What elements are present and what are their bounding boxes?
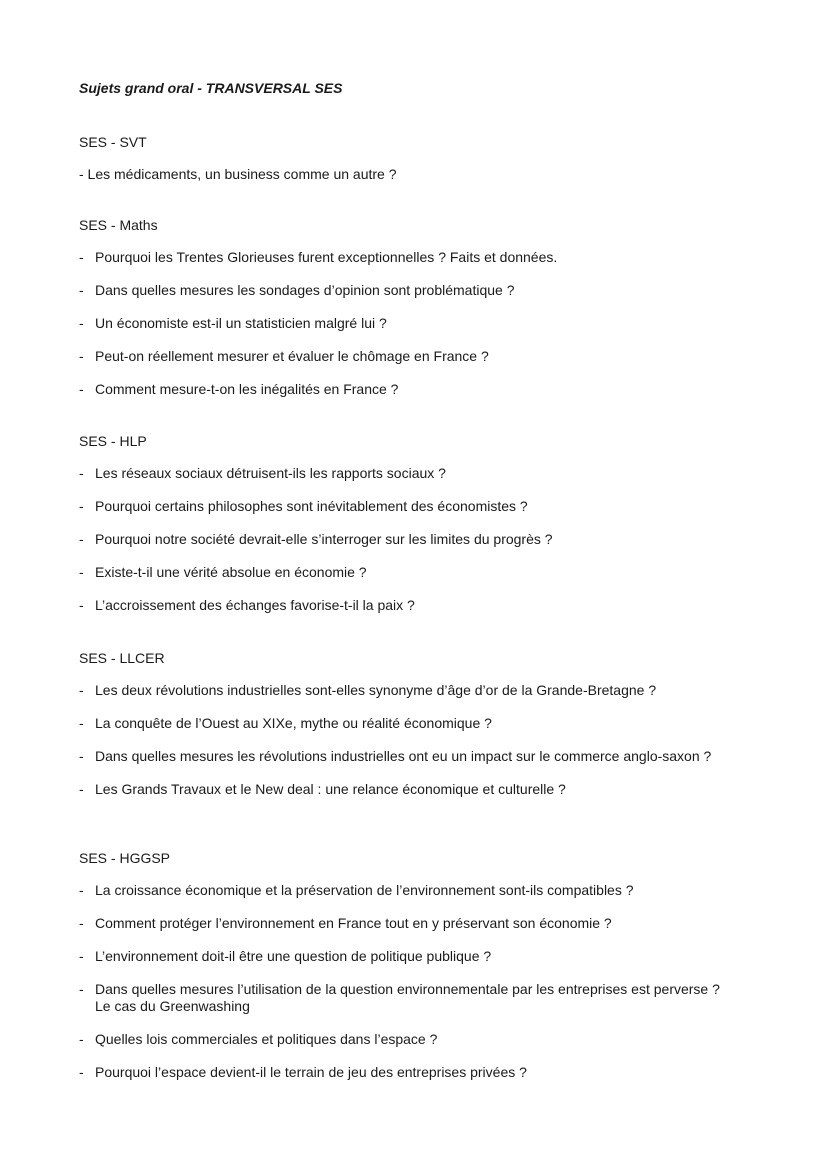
list-item: [79, 531, 739, 548]
list-item-text: Dans quelles mesures les sondages d’opinion sont problématique ?: [95, 282, 515, 298]
list-item: [79, 249, 739, 266]
list-item: [79, 315, 739, 332]
list-item: [79, 498, 739, 515]
list-item-text: Les Grands Travaux et le New deal : une relance économique et culturelle ?: [95, 781, 566, 797]
section-heading: SES - SVT: [79, 134, 147, 150]
section-ses-hggsp: [79, 849, 739, 1097]
dash-bullet: -: [79, 981, 84, 997]
list-item: [79, 597, 739, 614]
list-item-text: Les deux révolutions industrielles sont-elles synonyme d’âge d’or de la Grande-Bretagne ?: [95, 682, 657, 698]
section-ses-maths: [79, 216, 739, 414]
list-item-text: Comment mesure-t-on les inégalités en France ?: [95, 381, 399, 397]
list-item: [79, 981, 739, 1015]
list-item-text: La conquête de l’Ouest au XIXe, mythe ou réalité économique ?: [95, 715, 492, 731]
section-heading: SES - HGGSP: [79, 850, 171, 866]
dash-bullet: -: [79, 597, 84, 613]
dash-bullet: -: [79, 948, 84, 964]
dash-bullet: -: [79, 282, 84, 298]
topic-list: [79, 166, 739, 183]
list-item: [79, 564, 739, 581]
list-item-text: Existe-t-il une vérité absolue en économie ?: [95, 564, 367, 580]
dash-bullet: -: [79, 381, 84, 397]
list-item-text: La croissance économique et la préservation de l’environnement sont-ils compatibles ?: [95, 882, 634, 898]
dash-bullet: -: [79, 531, 84, 547]
list-item-text: Dans quelles mesures les révolutions industrielles ont eu un impact sur le commerce anglo-saxon ?: [95, 748, 712, 764]
section-ses-svt: [79, 133, 739, 199]
list-item-text: Pourquoi les Trentes Glorieuses furent exceptionnelles ? Faits et données.: [95, 249, 558, 265]
dash-bullet: -: [79, 249, 84, 265]
dash-bullet: -: [79, 1031, 84, 1047]
dash-bullet: -: [79, 498, 84, 514]
list-item: [79, 465, 739, 482]
list-item: [79, 282, 739, 299]
list-item-text: L’accroissement des échanges favorise-t-il la paix ?: [95, 597, 415, 613]
list-item: [79, 748, 739, 765]
dash-bullet: -: [79, 1064, 84, 1080]
list-item-text: Comment protéger l’environnement en France tout en y préservant son économie ?: [95, 915, 612, 931]
topic-list: [79, 249, 739, 398]
list-item-text: Un économiste est-il un statisticien malgré lui ?: [95, 315, 387, 331]
list-item: [79, 682, 739, 699]
section-ses-llcer: [79, 649, 739, 814]
list-item: [79, 1031, 739, 1048]
list-item-text: L’environnement doit-il être une question de politique publique ?: [95, 948, 492, 964]
list-item: [79, 348, 739, 365]
list-item-text: Pourquoi notre société devrait-elle s’interroger sur les limites du progrès ?: [95, 531, 553, 547]
list-item: [79, 1064, 739, 1081]
section-heading: SES - LLCER: [79, 650, 165, 666]
list-item: [79, 781, 739, 798]
dash-bullet: -: [79, 564, 84, 580]
list-item: [79, 715, 739, 732]
section-heading: SES - HLP: [79, 433, 147, 449]
list-item: [79, 915, 739, 932]
list-item: [79, 381, 739, 398]
dash-bullet: -: [79, 915, 84, 931]
list-item-text: Les réseaux sociaux détruisent-ils les rapports sociaux ?: [95, 465, 446, 481]
list-item: [79, 948, 739, 965]
list-item-text: Quelles lois commerciales et politiques dans l’espace ?: [95, 1031, 438, 1047]
section-heading: SES - Maths: [79, 217, 158, 233]
dash-bullet: -: [79, 348, 84, 364]
topic-list: [79, 682, 739, 798]
list-item: [79, 882, 739, 899]
dash-bullet: -: [79, 315, 84, 331]
list-item-text: Pourquoi l’espace devient-il le terrain de jeu des entreprises privées ?: [95, 1064, 527, 1080]
list-item-text: Pourquoi certains philosophes sont inévitablement des économistes ?: [95, 498, 528, 514]
section-ses-hlp: [79, 432, 739, 630]
topic-list: [79, 465, 739, 614]
list-item: - Les médicaments, un business comme un autre ?: [79, 166, 397, 182]
dash-bullet: -: [79, 715, 84, 731]
list-item-text: Peut-on réellement mesurer et évaluer le chômage en France ?: [95, 348, 489, 364]
dash-bullet: -: [79, 682, 84, 698]
topic-list: [79, 882, 739, 1081]
list-item-text: Dans quelles mesures l’utilisation de la question environnementale par les entreprises est perverse ? Le cas du Greenwashing: [95, 981, 720, 1014]
dash-bullet: -: [79, 882, 84, 898]
dash-bullet: -: [79, 465, 84, 481]
dash-bullet: -: [79, 748, 84, 764]
document-title: Sujets grand oral - TRANSVERSAL SES: [79, 80, 343, 96]
dash-bullet: -: [79, 781, 84, 797]
